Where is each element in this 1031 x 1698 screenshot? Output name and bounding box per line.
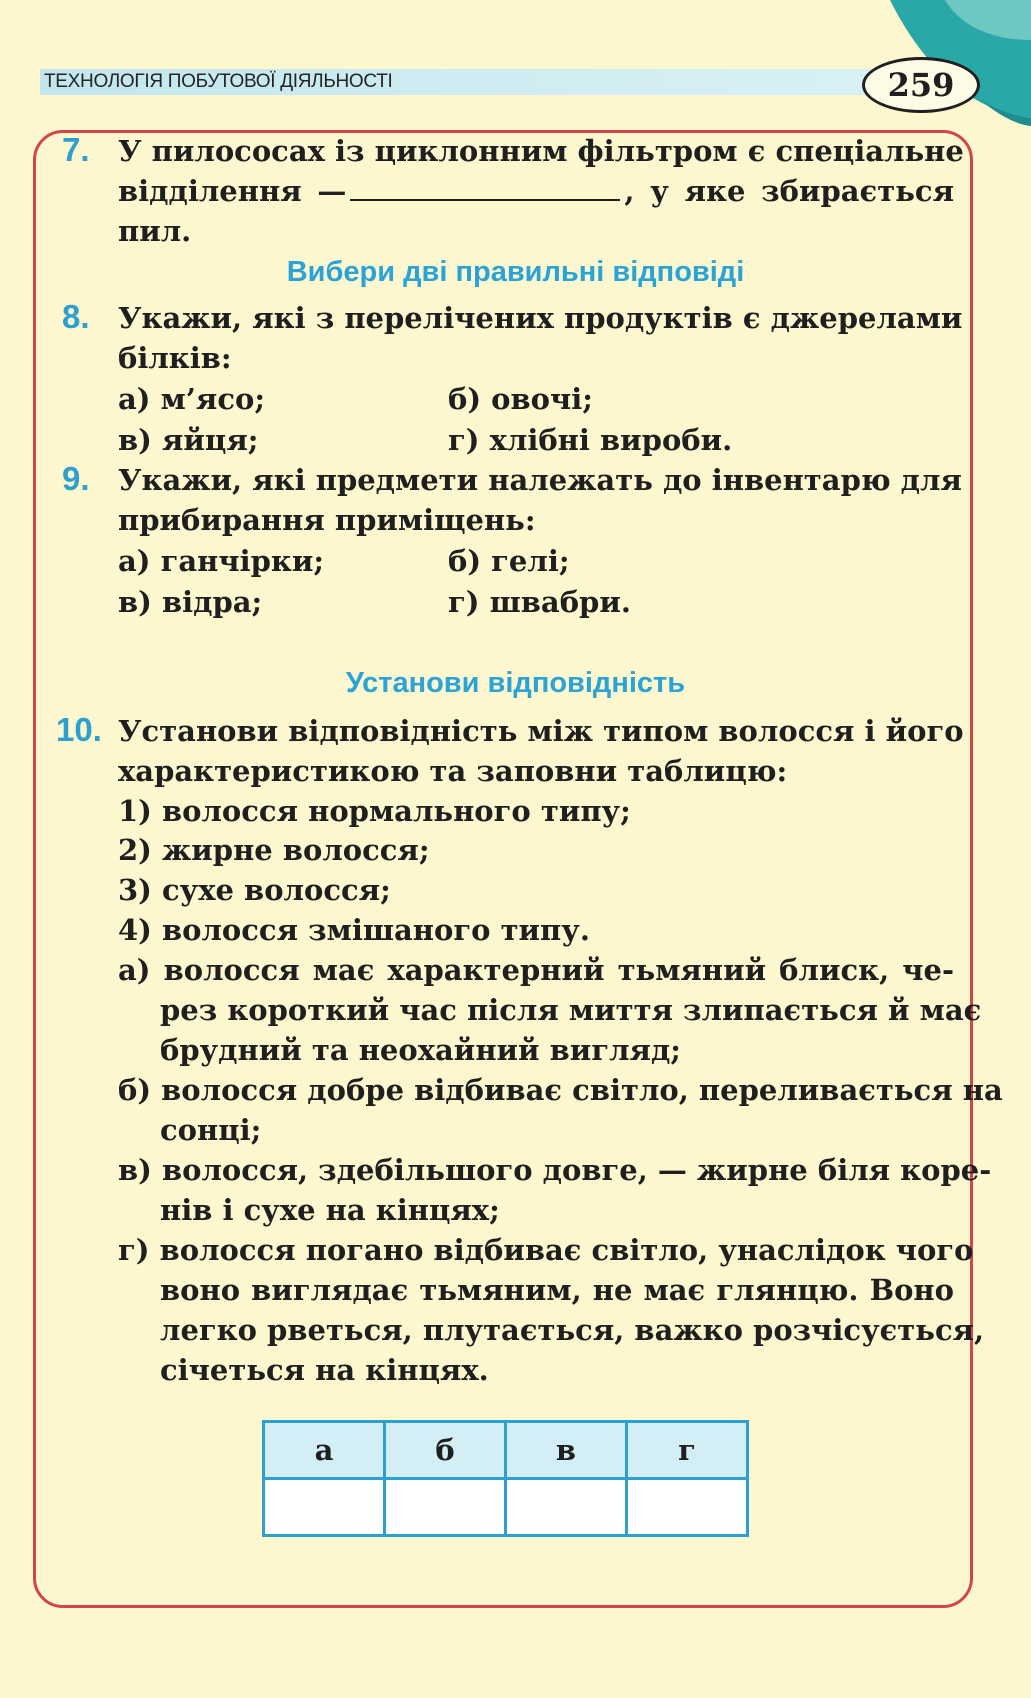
q7-line-2 [118,171,954,211]
q10-line-1: Установи відповідність між типом волосся і його [118,714,964,748]
answer-table-header-a: а [264,1422,385,1479]
question-number-7: 7. [62,131,90,168]
desc-b-line-2: сонці; [160,1113,262,1147]
desc-g-line-1: г) волосся погано відбиває світло, унаслідок чого [118,1233,974,1267]
desc-a-line-1: а) волосся має характерний тьмяний блиск, че- [118,953,954,987]
desc-g-line-3: легко рветься, плутається, важко розчісується, [160,1313,985,1347]
q9-option-b: б) гелі; [448,544,570,578]
desc-a-line-3: брудний та неохайний вигляд; [160,1033,681,1067]
q9-option-v: в) відра; [118,585,263,619]
desc-a-line-2: рез короткий час після миття злипається й має [160,993,982,1027]
answer-table-header-row [264,1422,748,1479]
q8-line-2: білків: [118,341,232,375]
answer-table-header-b: б [385,1422,506,1479]
hair-type-3: 3) сухе волосся; [118,873,391,907]
question-number-9: 9. [62,460,90,497]
q10-line-2: характеристикою та заповни таблицю: [118,754,788,788]
q9-option-g: г) швабри. [448,585,631,619]
q7-line-3: пил. [118,214,192,248]
q8-option-a: а) м’ясо; [118,382,266,416]
q9-line-2: прибирання приміщень: [118,503,536,537]
desc-g-line-4: січеться на кінцях. [160,1353,489,1387]
desc-v-line-2: нів і сухе на кінцях; [160,1193,500,1227]
answer-table [262,1420,749,1537]
hair-type-1: 1) волосся нормального типу; [118,794,631,828]
answer-table-input-row [264,1479,748,1536]
desc-b-line-1: б) волосся добре відбиває світло, переливається на [118,1073,1003,1107]
q7-line-1: У пилососах із циклонним фільтром є спеціальне [118,134,964,168]
q9-option-a: а) ганчірки; [118,544,325,578]
hair-type-2: 2) жирне волосся; [118,833,430,867]
desc-g-line-2: воно виглядає тьмяним, не має глянцю. Воно [160,1273,954,1307]
answer-cell-g[interactable] [627,1479,748,1536]
q8-option-g: г) хлібні вироби. [448,423,733,457]
answer-table-header-v: в [506,1422,627,1479]
q7-line-2-start: відділення — [118,174,347,208]
answer-cell-v[interactable] [506,1479,627,1536]
q8-line-1: Укажи, які з перелічених продуктів є джерелами [118,301,963,335]
question-number-8: 8. [62,298,90,335]
q9-line-1: Укажи, які предмети належать до інвентарю для [118,463,962,497]
q7-line-2-end: , у яке збирається [624,174,954,208]
answer-blank[interactable] [350,173,620,201]
section-title-matching: Установи відповідність [345,667,686,699]
question-number-10: 10. [56,711,102,748]
answer-cell-a[interactable] [264,1479,385,1536]
header-title: ТЕХНОЛОГІЯ ПОБУТОВОЇ ДІЯЛЬНОСТІ [44,71,393,92]
hair-type-4: 4) волосся змішаного типу. [118,913,590,947]
q8-option-b: б) овочі; [448,382,593,416]
answer-table-header-g: г [627,1422,748,1479]
page-number: 259 [862,57,980,113]
desc-v-line-1: в) волосся, здебільшого довге, — жирне біля коре- [118,1153,992,1187]
section-title-choose-two: Вибери дві правильні відповіді [286,256,745,288]
answer-cell-b[interactable] [385,1479,506,1536]
q8-option-v: в) яйця; [118,423,259,457]
